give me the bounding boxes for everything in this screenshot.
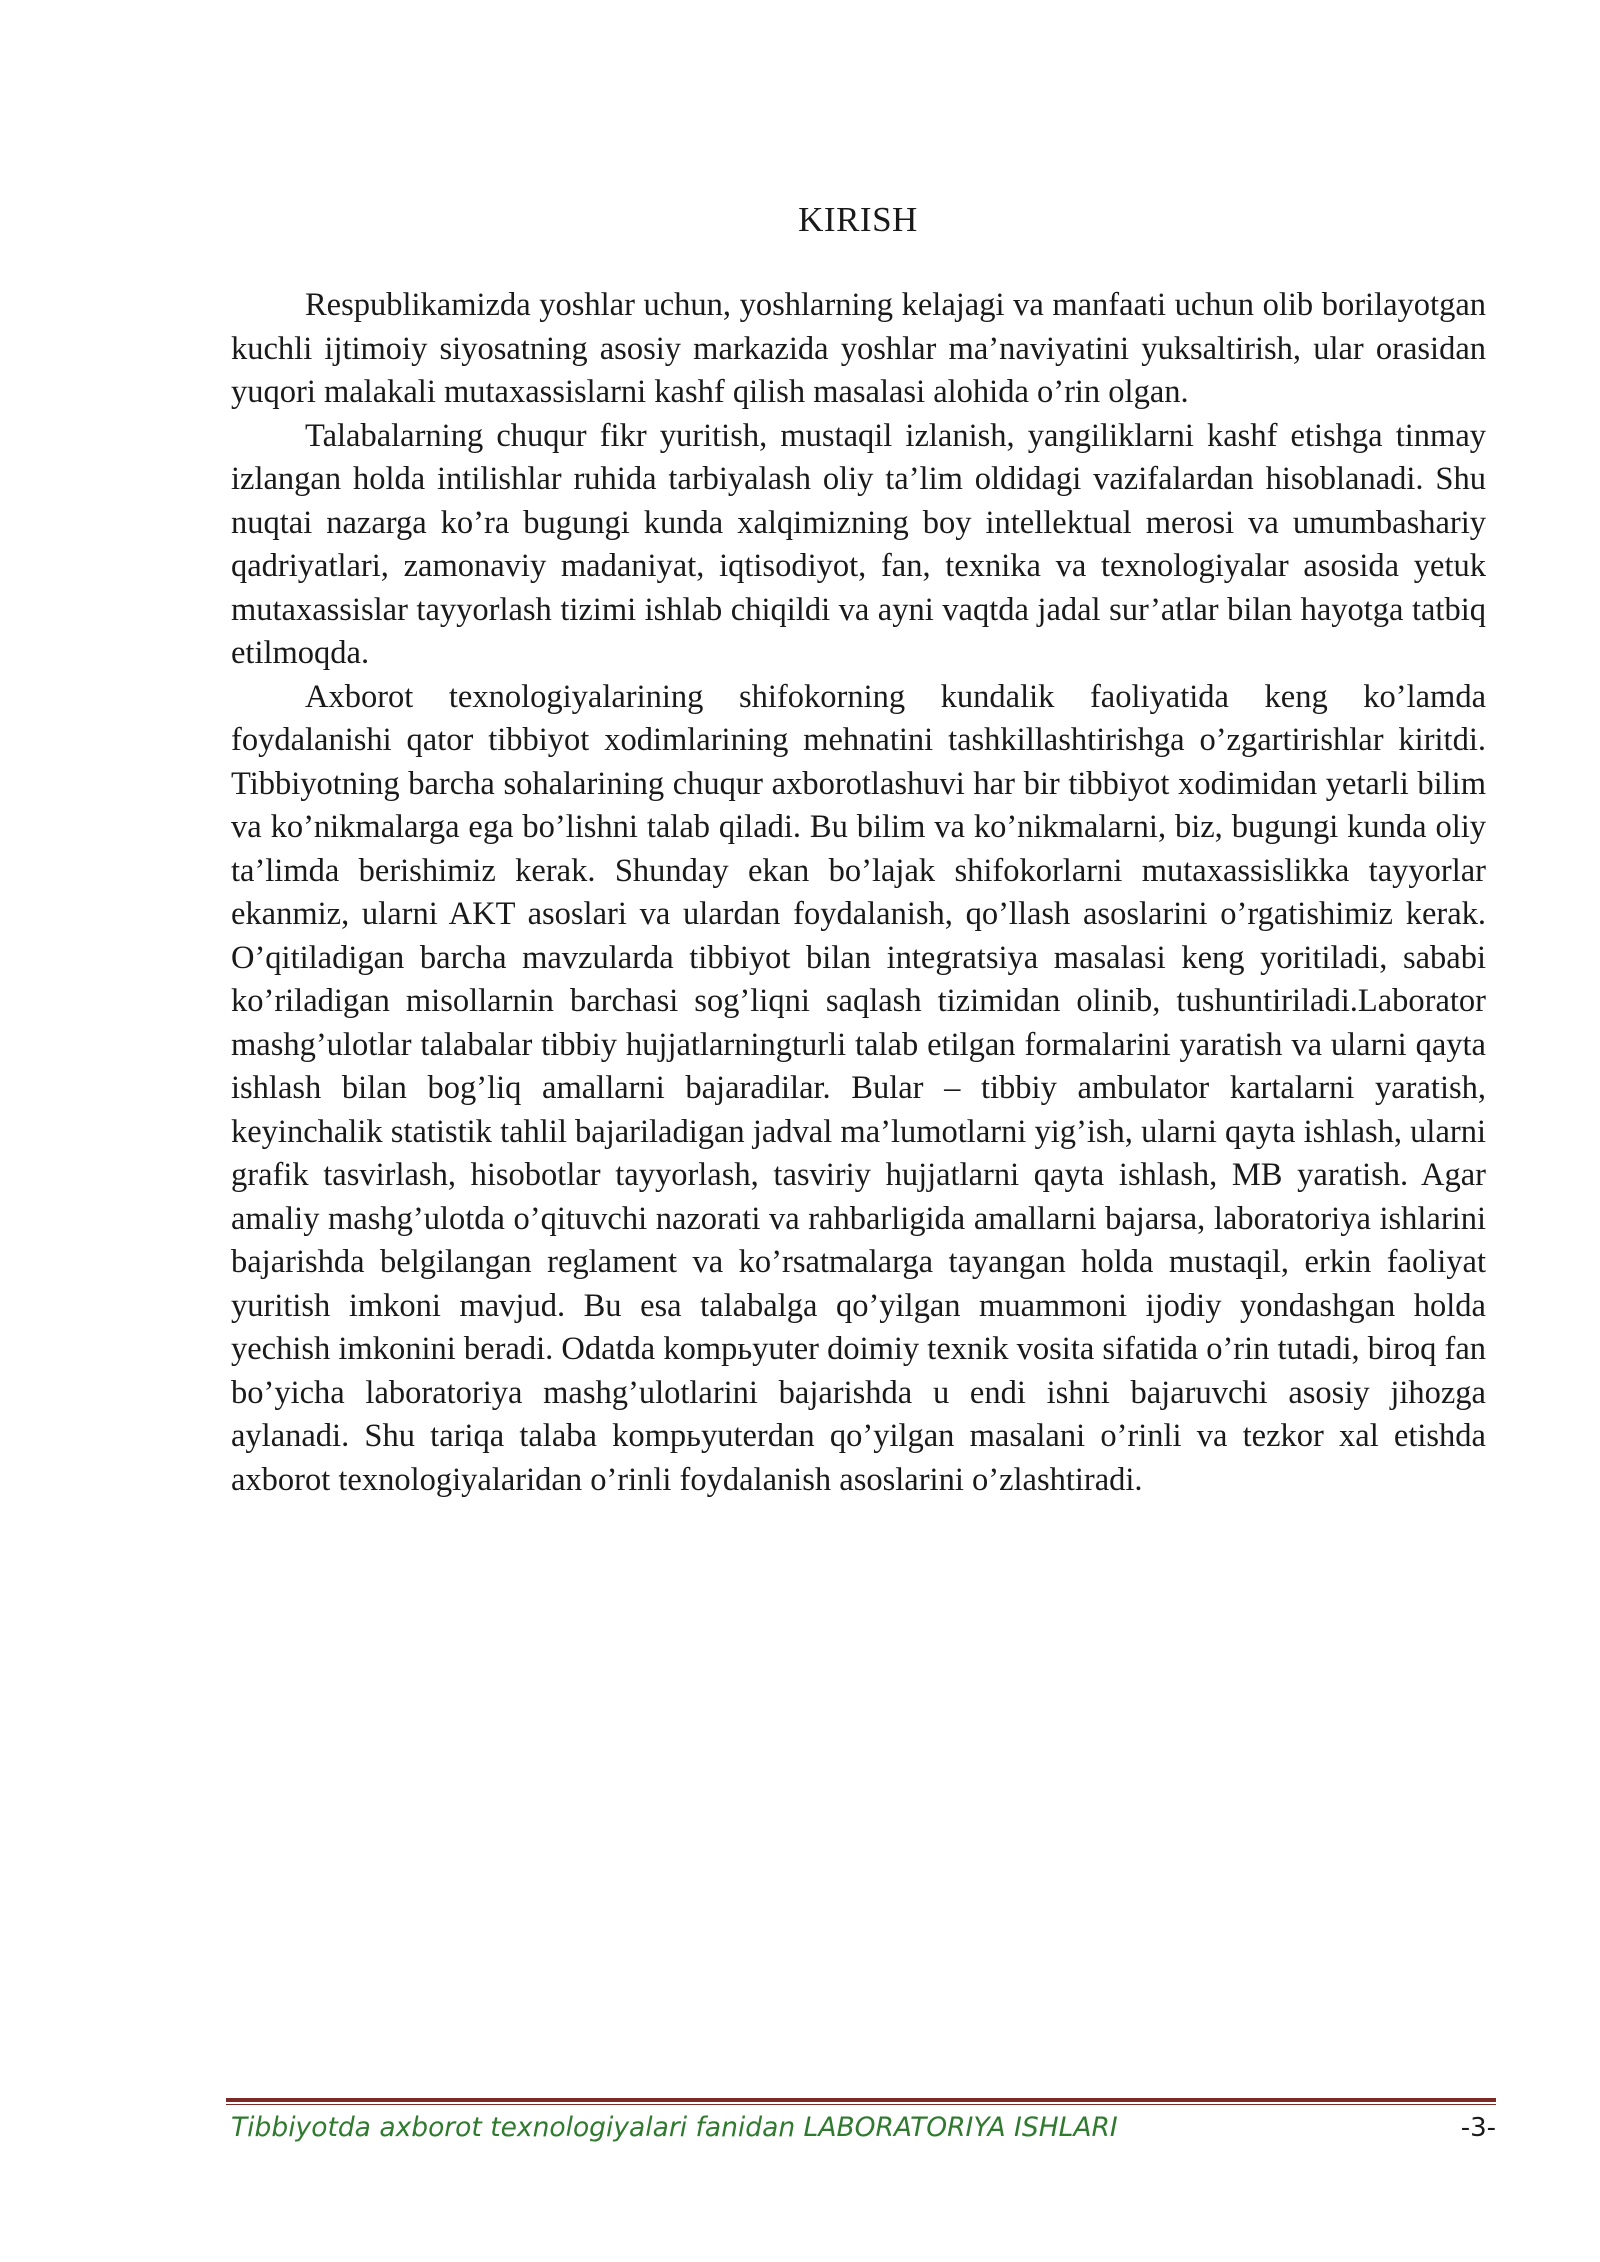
paragraph-1: Respublikamizda yoshlar uchun, yoshlarning kelajagi va manfaati uchun olib borilayotgan kuchli ijtimoiy siyosatning asosiy markazida yoshlar ma’naviyatini yuksaltirish, ular orasidan yuqori malakali mutaxassislarni kashf qilish masalasi alohida o’rin olgan.	[231, 287, 1486, 410]
page-title: KIRISH	[798, 200, 918, 239]
footer-rule	[226, 2098, 1496, 2105]
body-text	[231, 284, 1486, 1502]
paragraph-3: Axborot texnologiyalarining shifokorning kundalik faoliyatida keng ko’lamda foydalanishi qator tibbiyot xodimlarining mehnatini tashkillashtirishga o’zgartirishlar kiritdi. Tibbiyotning barcha sohalarining chuqur axborotlashuvi har bir tibbiyot xodimidan yetarli bilim va ko’nikmalarga ega bo’lishni talab qiladi. Bu bilim va ko’nikmalarni, biz, bugungi kunda oliy ta’limda berishimiz kerak. Shunday ekan bo’lajak shifokorlarni mutaxassislikka tayyorlar ekanmiz, ularni AKT asoslari va ulardan foydalanish, qo’llash asoslarini o’rgatishimiz kerak. O’qitiladigan barcha mavzularda tibbiyot bilan integratsiya masalasi keng yoritiladi, sababi ko’riladigan misollarnin barchasi sog’liqni saqlash tizimidan olinib, tushuntiriladi.Laborator mashg’ulotlar talabalar tibbiy hujjatlarningturli talab etilgan formalarini yaratish va ularni qayta ishlash bilan bog’liq amallarni bajaradilar. Bular – tibbiy ambulator kartalarni yaratish, keyinchalik statistik tahlil bajariladigan jadval ma’lumotlarni yig’ish, ularni qayta ishlash, ularni grafik tasvirlash, hisobotlar tayyorlash, tasviriy hujjatlarni qayta ishlash, MB yaratish. Agar amaliy mashg’ulotda o’qituvchi nazorati va rahbarligida amallarni bajarsa, laboratoriya ishlarini bajarishda belgilangan reglament va ko’rsatmalarga tayangan holda mustaqil, erkin faoliyat yuritish imkoni mavjud. Bu esa talabalga qo’yilgan muammoni ijodiy yondashgan holda yechish imkonini beradi. Odatda kompьyuter doimiy texnik vosita sifatida o’rin tutadi, biroq fan bo’yicha laboratoriya mashg’ulotlarini bajarishda u endi ishni bajaruvchi asosiy jihozga aylanadi. Shu tariqa talaba kompьyuterdan qo’yilgan masalani o’rinli va tezkor xal etishda axborot texnologiyalaridan o’rinli foydalanish asoslarini o’zlashtiradi.	[231, 678, 1486, 1498]
paragraph-2: Talabalarning chuqur fikr yuritish, mustaqil izlanish, yangiliklarni kashf etishga tinmay izlangan holda intilishlar ruhida tarbiyalash oliy ta’lim oldidagi vazifalardan hisoblanadi. Shu nuqtai nazarga ko’ra bugungi kunda xalqimizning boy intellektual merosi va umumbashariy qadriyatlari, zamonaviy madaniyat, iqtisodiyot, fan, texnika va texnologiyalar asosida yetuk mutaxassislar tayyorlash tizimi ishlab chiqildi va ayni vaqtda jadal sur’atlar bilan hayotga tatbiq etilmoqda.	[231, 417, 1486, 671]
footer-title: Tibbiyotda axborot texnologiyalari fanidan LABORATORIYA ISHLARI	[231, 2112, 1118, 2143]
page-number: -3-	[1460, 2113, 1496, 2143]
